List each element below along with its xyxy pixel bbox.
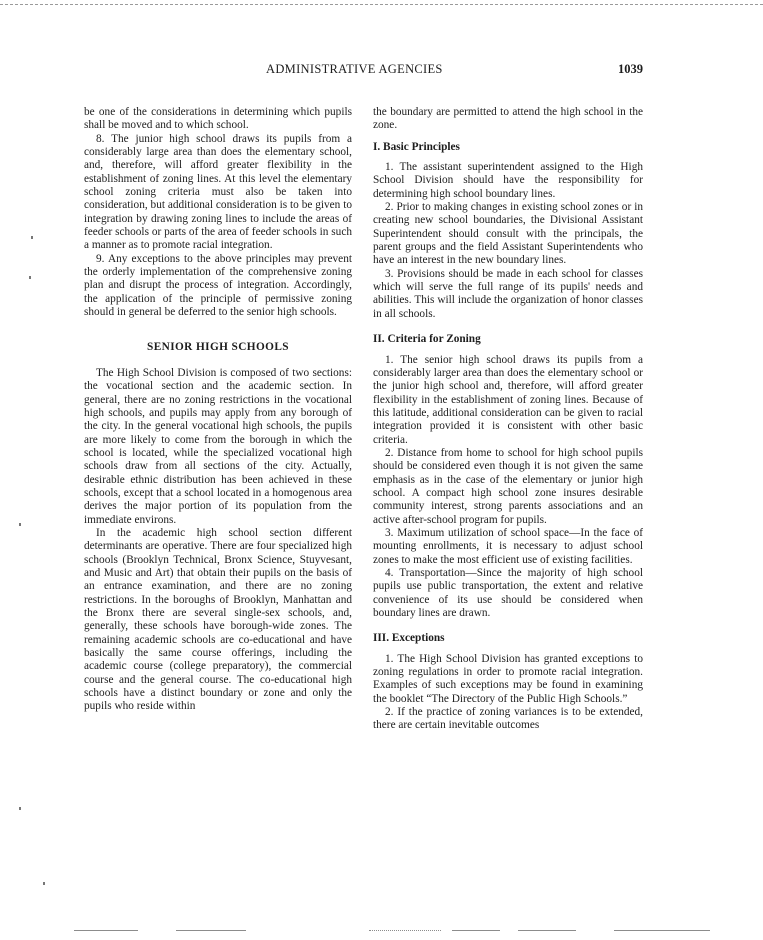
paragraph-criteria-1: 1. The senior high school draws its pupils from a considerably larger area than does the elementary school or the junior high school and, therefore, will afford greater flexibility in the establishment of zoning lines. Because of this latitude, additional consideration can be given to racial integration provided it is consistent with other basic criteria.: [373, 353, 643, 446]
right-column: [373, 106, 643, 733]
page-header: [0, 62, 763, 80]
paragraph-exceptions-principles: 9. Any exceptions to the above principles may prevent the orderly implementation of the comprehensive zoning plan and disrupt the process of integration. Accordingly, the application of the principle of permissive zoning should in general be deferred to the senior high schools.: [84, 252, 352, 319]
page-number: 1039: [618, 62, 643, 76]
paragraph-principle-1: 1. The assistant superintendent assigned to the High School Division should have the responsibility for determining high school boundary lines.: [373, 161, 643, 200]
paragraph-junior-high: 8. The junior high school draws its pupils from a considerably large area than does the elementary school, and, therefore, will afford greater flexibility in the establishment of zoning lines. At this level the elementary school zoning criteria must also be taken into consideration, but additional consideration is to be given to integration by drawing zoning lines to include the areas of feeder schools or parts of the area of feeder schools in such a manner as to promote racial integration.: [84, 132, 352, 252]
scan-speck: [29, 276, 31, 279]
scan-speck: [19, 523, 21, 526]
heading-criteria-for-zoning: II. Criteria for Zoning: [373, 333, 481, 346]
paragraph-principle-2: 2. Prior to making changes in existing school zones or in creating new school boundaries, the Divisional Assistant Superintendent should consult with the principals, the parent groups and the field Assistant Superintendents who have an interest in the new boundary lines.: [373, 201, 643, 267]
heading-exceptions: III. Exceptions: [373, 632, 445, 645]
scan-bottom-marks: [0, 930, 763, 936]
paragraph-continued: be one of the considerations in determining which pupils shall be moved and to which school.: [84, 106, 352, 132]
running-head: ADMINISTRATIVE AGENCIES: [266, 62, 443, 76]
paragraph-exceptions-2: 2. If the practice of zoning variances is to be extended, there are certain inevitable outcomes: [373, 706, 643, 732]
paragraph-principle-3: 3. Provisions should be made in each school for classes which will serve the full range of its pupils' needs and abilities. This will include the organization of honor classes in all schools.: [373, 267, 643, 320]
paragraph-exceptions-1: 1. The High School Division has granted exceptions to zoning regulations in order to promote racial integration. Examples of such exceptions may be found in examining the booklet “The Directory of the Public High Schools.”: [373, 652, 643, 705]
section-heading-senior-high: SENIOR HIGH SCHOOLS: [147, 340, 289, 353]
paragraph-high-school-division: The High School Division is composed of two sections: the vocational section and the academic section. In general, there are no zoning restrictions in the vocational high schools, and pupils may apply from any borough of the city. In the general vocational high schools, the pupils are more likely to come from the borough in which the school is located, while the specialized vocational high schools draw from all sections of the city. Actually, desirable ethnic distribution has been achieved in these schools, except that a school located in a homogenous area derives the major portion of its population from the immediate environs.: [84, 366, 352, 526]
scan-top-edge: [0, 4, 763, 5]
paragraph-boundary-continued: the boundary are permitted to attend the high school in the zone.: [373, 106, 643, 132]
paragraph-criteria-4: 4. Transportation—Since the majority of high school pupils use public transportation, the extent and relative convenience of its use should be considered when boundary lines are drawn.: [373, 567, 643, 620]
scan-speck: [31, 236, 33, 239]
scan-speck: [19, 807, 21, 810]
left-column: [84, 106, 352, 714]
scan-speck: [43, 882, 45, 885]
paragraph-criteria-2: 2. Distance from home to school for high school pupils should be considered even though it is not given the same emphasis as in the case of the elementary or junior high school. A compact high school zone insures desirable community interest, strong parents associations and an active after-school program for pupils.: [373, 446, 643, 526]
paragraph-academic-section: In the academic high school section different determinants are operative. There are four specialized high schools (Brooklyn Technical, Bronx Science, Stuyvesant, and Music and Art) that obtain their pupils on the basis of an entrance examination, and there are no zoning restrictions. In the boroughs of Brooklyn, Manhattan and the Bronx there are several single-sex schools, and, generally, these schools have borough-wide zones. The remaining academic schools are co-educational and have basically the same course offerings, including the academic course (college preparatory), the commercial course and the general course. The co-educational high schools have a distinct boundary or zone and only the pupils who reside within: [84, 526, 352, 713]
paragraph-criteria-3: 3. Maximum utilization of school space—In the face of mounting enrollments, it is necessary to adjust school zones to make the most efficient use of existing facilities.: [373, 526, 643, 566]
heading-basic-principles: I. Basic Principles: [373, 140, 460, 153]
